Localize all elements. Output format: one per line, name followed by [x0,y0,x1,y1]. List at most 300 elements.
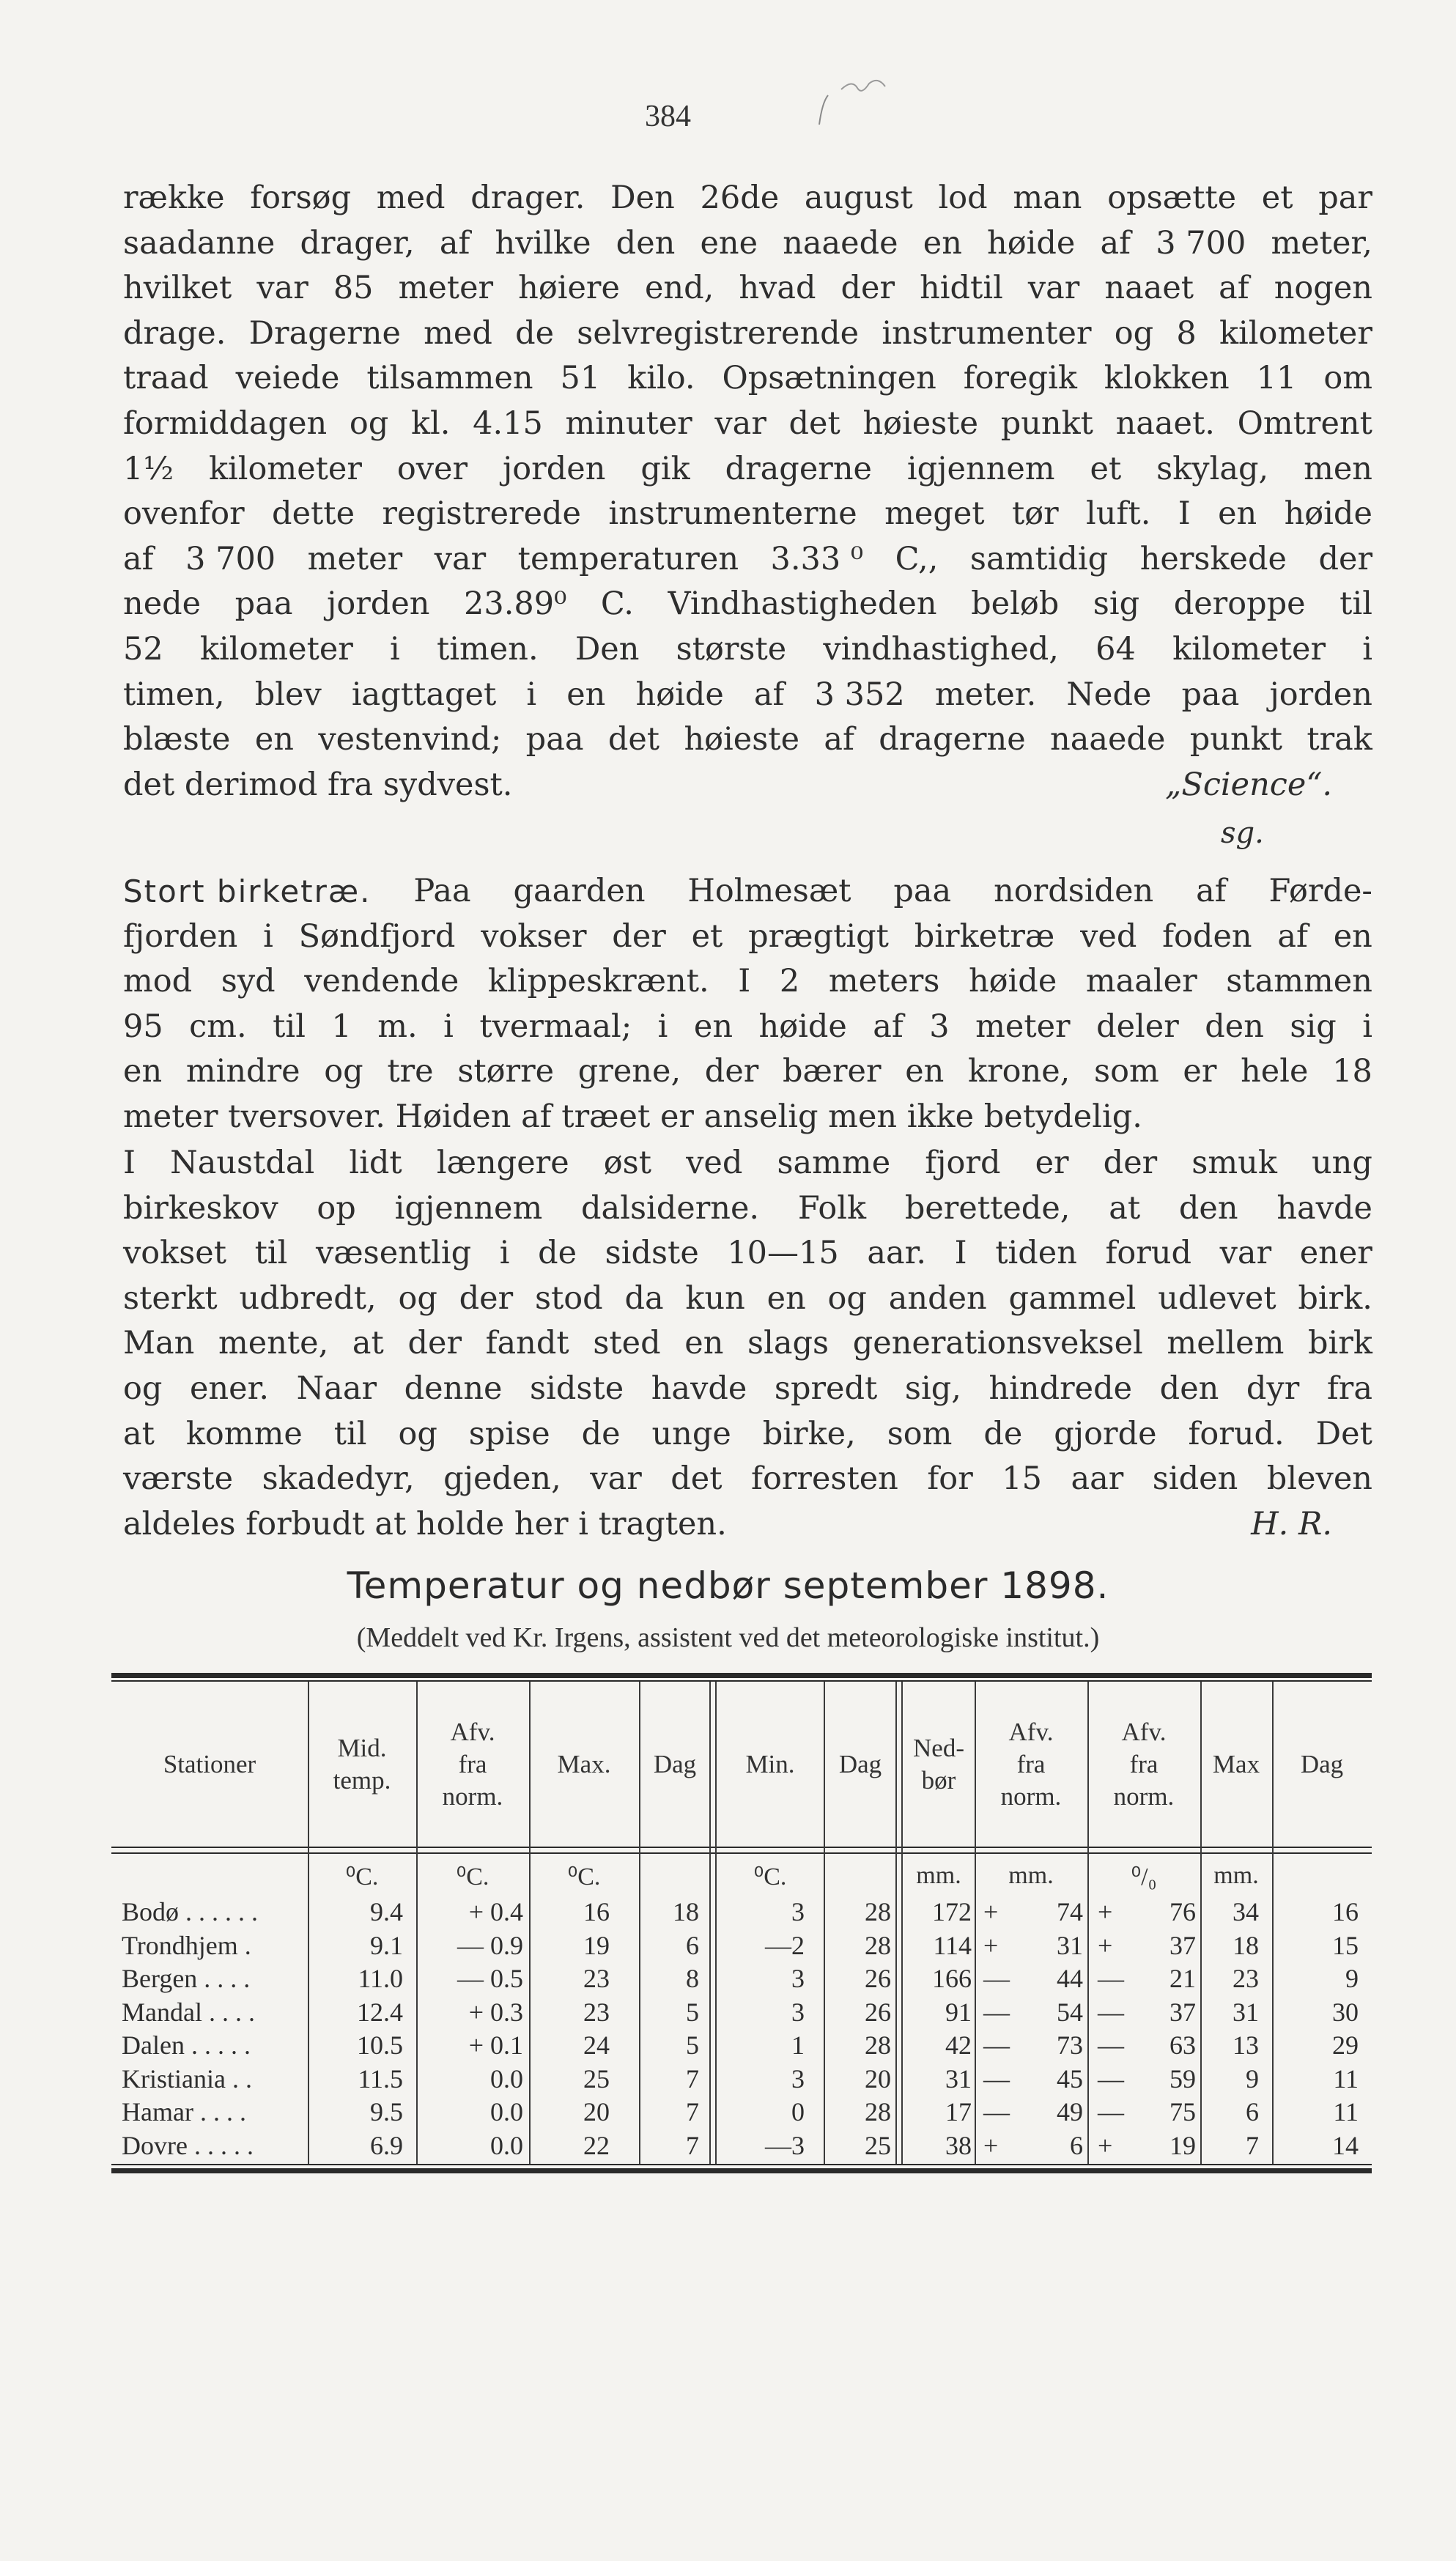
word: instrumenterne [608,495,857,533]
text-line [123,673,1372,718]
word: timen. [437,630,539,668]
table-row [111,1930,1372,1964]
word: fandt [485,1325,569,1362]
word: stod [534,1279,603,1317]
word: ovenfor [123,495,245,533]
precip-dev-pct: 59 [1169,2063,1196,2093]
min-temp: 1 [791,2030,805,2060]
word: spredt [774,1370,878,1407]
signature: sg. [1221,816,1264,851]
precip-dev-pct: 76 [1169,1897,1196,1926]
word: 52 [123,630,163,668]
min-day: 20 [865,2063,891,2093]
word: berettede, [904,1189,1071,1227]
word: gjorde [1054,1415,1157,1452]
precip-dev-pct-sign: — [1098,2030,1124,2060]
text-line-content: aldeles forbudt at holde her i tragten. [123,1505,727,1542]
page-number: 384 [645,100,691,133]
word: par [1318,180,1372,216]
word: nogen [1274,270,1372,307]
word: væsentlig [315,1235,472,1272]
header-line: bør [921,1766,956,1795]
word: øst [603,1145,651,1181]
precip-dev-pct-sign: + [1098,1897,1113,1926]
word: paa [1181,676,1240,713]
header-stationer [111,1748,308,1781]
word: 85 [333,270,374,307]
word: vokset [123,1235,227,1272]
word: mente, [218,1325,329,1362]
word: et [691,917,723,955]
table-bottom-rule [111,2164,1372,2165]
word: tør [1011,495,1059,533]
word: række [123,180,225,216]
word: af [824,721,854,758]
header-line: Max. [557,1750,611,1778]
max-precip-day: 14 [1332,2130,1359,2160]
word: instrumenter [882,314,1092,352]
min-day: 25 [865,2130,891,2160]
word: deroppe [1173,585,1306,623]
word: i [1362,1008,1372,1045]
word: til [254,1235,288,1272]
word: dette [272,495,355,533]
word: ung [1311,1145,1372,1181]
word: blæste [123,721,231,758]
word: birk. [1298,1279,1372,1317]
station-name: Trondhjem . [122,1930,251,1960]
word: 26de [700,180,780,216]
word: C,, [895,540,939,577]
word: Nede [1066,676,1152,713]
header-min [717,1748,824,1781]
word: I [123,1145,136,1181]
word: syd [221,963,276,1000]
word: meter [398,270,494,307]
text-line [123,914,1372,960]
source-citation: „Science“. [1165,766,1332,803]
word: C. [600,585,634,623]
word: høide [1284,495,1372,533]
temp-deviation: + 0.1 [468,2030,523,2060]
word: I [954,1235,967,1272]
word: over [396,450,468,487]
precipitation: 38 [945,2130,972,2160]
text-line [123,447,1372,492]
word: og [398,1415,437,1452]
min-day: 28 [865,1930,891,1960]
word: sig [1290,1008,1337,1045]
word: en [766,1279,806,1317]
unit-label: ⁰C. [567,1863,601,1891]
mean-temp: 12.4 [357,1997,403,2027]
word: naaet. [1115,404,1215,442]
word: sig, [904,1370,961,1407]
word: opsætte [1107,180,1237,216]
word: var [590,1460,642,1498]
word: birk [1308,1325,1372,1362]
word: birke, [762,1415,856,1452]
station-name: Bodø . . . . . . [122,1897,259,1926]
header-line: Stationer [163,1750,256,1778]
word: kilometer [208,450,362,487]
text-line [123,1367,1372,1412]
word: om [1323,360,1372,397]
word: vendende [304,963,459,1000]
temp-deviation: + 0.3 [468,1997,523,2027]
max-temp: 22 [583,2130,610,2160]
unit-label: mm. [916,1862,961,1889]
word: herskede [1139,540,1287,577]
word: sidste [530,1370,624,1407]
article-naustdal [123,1141,1372,1547]
word: op [317,1189,356,1227]
text-line [123,266,1372,311]
mean-temp: 10.5 [357,2030,403,2060]
word: igjennem [906,450,1055,487]
word: der [407,1325,462,1362]
word: drager, [300,224,415,262]
header-line: Dag [838,1750,882,1778]
table-row [111,1963,1372,1997]
text-line-last [123,1095,1372,1140]
mean-temp: 11.5 [358,2063,403,2093]
word: 4.15 [473,404,543,442]
word: samme [777,1145,891,1181]
word: nede [123,585,202,623]
header-line: Min. [745,1750,795,1778]
word: samtidig [969,540,1109,577]
word: var [1027,270,1080,307]
min-temp: 3 [791,1997,805,2027]
word: 3 700 [1156,224,1246,262]
word: anden [888,1279,987,1317]
header-line: fra [1016,1750,1046,1778]
header-line: Dag [653,1750,697,1778]
text-line [123,627,1372,673]
word: høide [758,1008,847,1045]
word: paa [234,585,293,623]
word: m. [377,1008,418,1045]
precip-dev-sign: + [983,1930,999,1960]
word: Opsætningen [722,360,936,397]
word: høide [987,224,1076,262]
word: gammel [1008,1279,1137,1317]
word: igjennem [394,1189,543,1227]
max-precip-day: 9 [1345,1964,1359,1993]
word: en [254,721,294,758]
word: i [443,1008,454,1045]
word: havde [1276,1189,1372,1227]
word: og [827,1279,867,1317]
table-top-rule-thin [111,1680,1372,1682]
word: til [1339,585,1372,623]
precip-dev-pct: 75 [1169,2097,1196,2126]
word: at [352,1325,384,1362]
word: af [753,676,785,713]
word: fjord [925,1145,1001,1181]
header-nedbor [903,1732,975,1797]
word: fjorden [123,917,238,955]
word: der [1318,540,1372,577]
word: drager. [470,180,585,216]
word: den [616,224,676,262]
max-precip: 6 [1246,2097,1259,2126]
word: sidste [605,1235,699,1272]
word: Dragerne [248,314,401,352]
unit-label: mm. [1008,1862,1054,1889]
word: komme [185,1415,303,1452]
word: havde [651,1370,747,1407]
header-bottom-rule [111,1847,1372,1848]
min-day: 28 [865,2097,891,2126]
header-afv-temp [416,1716,529,1813]
word: jorden [327,585,430,623]
table-row [111,1997,1372,2030]
temp-deviation: — 0.9 [457,1930,523,1960]
word: ene [700,224,758,262]
word: minuter [565,404,692,442]
text-line [123,537,1372,583]
unit-label: ⁰C. [456,1863,489,1891]
mean-temp: 11.0 [358,1964,403,1993]
word: de [515,314,555,352]
word: var [434,540,487,577]
text-line [123,1457,1372,1502]
weather-table [111,1673,1372,2200]
mean-temp: 6.9 [370,2130,403,2160]
unit-label: ⁰C. [753,1863,787,1891]
word: længere [436,1145,569,1181]
word: var [256,270,308,307]
word: af [1219,270,1249,307]
mean-temp: 9.1 [370,1930,403,1960]
word: kilo. [627,360,695,397]
word: jorden [502,450,606,487]
min-day: 26 [865,1997,891,2027]
header-afv-mm [975,1716,1087,1813]
precip-dev-pct: 37 [1169,1997,1196,2027]
text-line [123,1141,1372,1186]
word: at [1109,1189,1141,1227]
word: Man [123,1325,195,1362]
text-line [123,1321,1372,1367]
word: dragerne [879,721,1026,758]
word: traad [123,360,209,397]
precip-dev-sign: + [983,2130,999,2160]
precipitation: 91 [945,1997,972,2027]
word: ved [1080,917,1137,955]
word: paa [525,721,584,758]
header-dag [639,1748,711,1781]
word: forsøg [250,180,352,216]
text-line [123,959,1372,1005]
station-name: Dalen . . . . . [122,2030,251,2060]
precip-dev-mm: 31 [1057,1930,1083,1960]
station-name: Kristiania . . [122,2063,252,2093]
max-temp: 20 [583,2097,610,2126]
min-temp: 3 [791,2063,805,2093]
table-row [111,1896,1372,1930]
word: vokser [481,917,587,955]
word: birkeskov [123,1189,278,1227]
word: 3 [929,1008,950,1045]
text-line [123,402,1372,447]
max-precip-day: 11 [1333,2063,1359,2093]
word: meter, [1271,224,1372,262]
word: unge [651,1415,731,1452]
precip-dev-mm: 54 [1057,1997,1083,2027]
header-line: Max [1212,1750,1260,1778]
word: 11 [1256,360,1297,397]
word: siden [1152,1460,1238,1498]
text-line [123,717,1372,763]
word: formiddagen [123,404,328,442]
word: dyr [1246,1370,1300,1407]
precip-dev-mm: 73 [1057,2030,1083,2060]
word: lod [938,180,988,216]
max-temp: 24 [583,2030,610,2060]
word: større [457,1053,555,1090]
header-mid-temp [308,1732,416,1797]
word: naaede [783,224,898,262]
precip-dev-sign: — [983,2063,1010,2093]
word: maaler [1085,963,1197,1000]
max-day: 18 [673,1897,699,1926]
word: værste [123,1460,234,1498]
word: hvilke [495,224,591,262]
word: af [873,1008,903,1045]
word: hindrede [988,1370,1133,1407]
max-precip: 9 [1246,2063,1259,2093]
word: 10—15 [727,1235,839,1272]
word: kl. [410,404,451,442]
text-line [123,1049,1372,1095]
word: iagttaget [351,676,497,713]
word: da [624,1279,664,1317]
table-subtitle: (Meddelt ved Kr. Irgens, assistent ved det meteorologiske institut.) [356,1622,1100,1653]
word: en [923,224,962,262]
word: høide [635,676,724,713]
word: den [1159,1370,1219,1407]
table-row [111,2030,1372,2063]
word: Holmesæt [687,873,851,909]
text-line-content: det derimod fra sydvest. [123,766,513,803]
word: Den [610,180,675,216]
word: tiden [995,1235,1077,1272]
word: meter [307,540,403,577]
word: punkt [1189,721,1282,758]
word: bleven [1266,1460,1372,1498]
word: kun [685,1279,745,1317]
text-line [123,582,1372,627]
header-line: norm. [1000,1782,1062,1811]
word: høiere [518,270,620,307]
word: til [273,1008,306,1045]
word: i [526,676,537,713]
word: en [123,1053,163,1090]
word: naaet [1104,270,1194,307]
word: de [538,1235,577,1272]
word: drage. [123,314,226,352]
station-name: Dovre . . . . . [122,2130,254,2160]
max-day: 8 [686,1964,699,1993]
word: i [657,1008,668,1045]
word: de [983,1415,1023,1452]
header-dag [1272,1748,1372,1781]
word: jorden [1269,676,1372,713]
text-line-content: meter tversover. Høiden af træet er anselig men ikke betydelig. [123,1098,1142,1135]
word: vestenvind; [318,721,502,758]
word: meter [975,1008,1071,1045]
word: Omtrent [1237,404,1372,442]
word: 95 [123,1008,163,1045]
max-day: 7 [686,2063,699,2093]
temp-deviation: 0.0 [490,2063,523,2093]
word: Folk [797,1189,867,1227]
word: 51 [560,360,601,397]
word: naaede [1050,721,1166,758]
max-day: 7 [686,2130,699,2160]
word: med [376,180,446,216]
word: I [738,963,751,1000]
text-line [123,1276,1372,1322]
word: forud. [1188,1415,1285,1452]
word: aar [1071,1460,1124,1498]
max-temp: 23 [583,1997,610,2027]
max-day: 5 [686,2030,699,2060]
precipitation: 172 [932,1897,972,1926]
pencil-mark-icon [812,73,893,132]
word: dragerne [725,450,872,487]
precip-dev-mm: 44 [1057,1964,1083,1993]
text-line [123,356,1372,402]
word: forud [1105,1235,1192,1272]
word: veiede [235,360,340,397]
article-birch-tree [123,869,1372,1140]
word: at [123,1415,155,1452]
word: spise [468,1415,550,1452]
word: end, [644,270,714,307]
header-line: Mid. [337,1734,387,1762]
table-row [111,2096,1372,2130]
word: hvilket [123,270,232,307]
precip-dev-pct: 63 [1169,2030,1196,2060]
word: mindre [185,1053,300,1090]
word: høieste [684,721,800,758]
word: registrerede [382,495,581,533]
precip-dev-pct-sign: — [1098,2063,1124,2093]
table-row [111,2063,1372,2097]
word: smuk [1191,1145,1277,1181]
word: hidtil [920,270,1003,307]
word: Naar [296,1370,377,1407]
table-bottom-rule-thick [111,2168,1372,2173]
word: temperaturen [517,540,739,577]
header-max [529,1748,639,1781]
word: birketræ [914,917,1055,955]
word: gjeden, [443,1460,561,1498]
header-afv-pct [1087,1716,1200,1813]
temp-deviation: 0.0 [490,2097,523,2126]
word: udlevet [1158,1279,1276,1317]
word: i [390,630,400,668]
word: var [1219,1235,1272,1272]
word: udbredt, [239,1279,377,1317]
max-precip-day: 11 [1333,2097,1359,2126]
word: mellem [1167,1325,1285,1362]
max-precip: 23 [1233,1964,1259,1993]
